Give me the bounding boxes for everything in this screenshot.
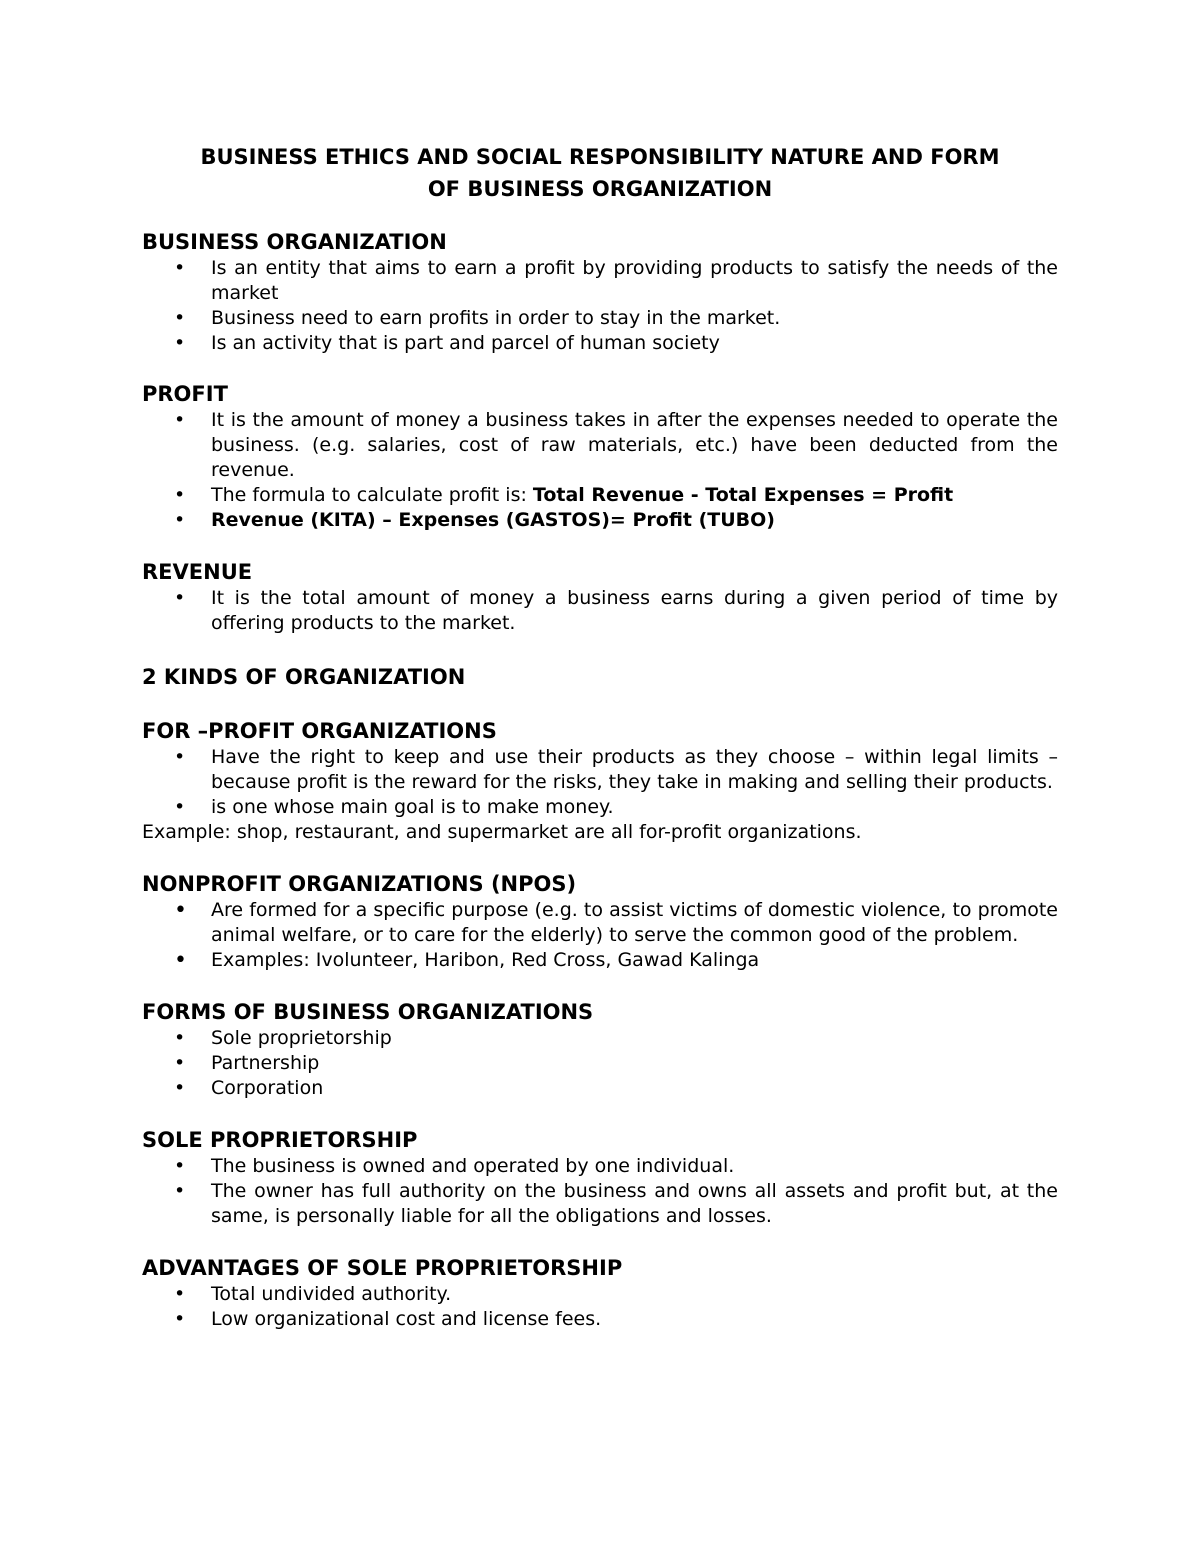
- bullet-icon: •: [174, 1052, 186, 1074]
- list-item-text: Is an entity that aims to earn a profit by providing products to satisfy the needs of the market: [211, 257, 1058, 304]
- list-item: [142, 306, 1058, 331]
- bullet-icon: •: [174, 509, 186, 531]
- section-business-organization: [142, 229, 1058, 356]
- section-heading: SOLE PROPRIETORSHIP: [142, 1128, 418, 1152]
- bullet-list: [142, 256, 1058, 356]
- section-heading: 2 KINDS OF ORGANIZATION: [142, 665, 466, 689]
- list-item-text: is one whose main goal is to make money.: [211, 796, 614, 818]
- section-nonprofit: [142, 871, 1058, 973]
- list-item: [142, 586, 1058, 636]
- list-item-text: The business is owned and operated by one individual.: [211, 1155, 735, 1177]
- profit-formula: Total Revenue - Total Expenses = Profit: [532, 484, 954, 506]
- bullet-list: [142, 408, 1058, 533]
- list-item: [142, 408, 1058, 483]
- bullet-icon: •: [174, 257, 186, 279]
- bullet-icon: •: [174, 1027, 186, 1049]
- list-item-text: The owner has full authority on the business and owns all assets and profit but, at the same, is personally liable for all the obligations and losses.: [211, 1180, 1058, 1227]
- list-item-text: Corporation: [211, 1077, 324, 1099]
- list-item: [142, 256, 1058, 306]
- list-item: [142, 508, 1058, 533]
- list-item: [142, 1076, 1058, 1101]
- section-heading: NONPROFIT ORGANIZATIONS (NPOS): [142, 872, 577, 896]
- title-line-1: BUSINESS ETHICS AND SOCIAL RESPONSIBILITY NATURE AND FORM: [200, 145, 1000, 169]
- list-item: [142, 1179, 1058, 1229]
- section-revenue: [142, 559, 1058, 636]
- list-item: [142, 1026, 1058, 1051]
- bullet-icon: •: [174, 1308, 186, 1330]
- section-heading: REVENUE: [142, 560, 253, 584]
- list-item: [142, 483, 1058, 508]
- bullet-icon: •: [174, 796, 186, 818]
- bullet-icon: •: [174, 587, 186, 609]
- bullet-icon: •: [174, 1180, 186, 1202]
- bullet-list: [142, 745, 1058, 820]
- section-kinds: [142, 664, 1058, 691]
- bullet-list: [142, 898, 1058, 973]
- profit-formula-filipino: Revenue (KITA) – Expenses (GASTOS)= Profit (TUBO): [211, 509, 775, 531]
- section-heading: FORMS OF BUSINESS ORGANIZATIONS: [142, 1000, 594, 1024]
- list-item-text: The formula to calculate profit is:: [211, 484, 533, 506]
- list-item-text: Are formed for a specific purpose (e.g. to assist victims of domestic violence, to promote animal welfare, or to care for the elderly) to serve the common good of the problem.: [211, 899, 1058, 946]
- list-item: [142, 898, 1058, 948]
- list-item-text: Low organizational cost and license fees.: [211, 1308, 602, 1330]
- bullet-icon: •: [174, 1283, 186, 1305]
- list-item-text: Sole proprietorship: [211, 1027, 392, 1049]
- list-item-text: It is the total amount of money a business earns during a given period of time by offering products to the market.: [211, 587, 1058, 634]
- bullet-icon: •: [174, 307, 186, 329]
- list-item-text: Examples: Ivolunteer, Haribon, Red Cross, Gawad Kalinga: [211, 949, 760, 971]
- section-forms: [142, 999, 1058, 1101]
- list-item: [142, 948, 1058, 973]
- section-heading: PROFIT: [142, 382, 228, 406]
- bullet-icon: •: [174, 332, 186, 354]
- section-heading: FOR –PROFIT ORGANIZATIONS: [142, 719, 497, 743]
- section-heading: ADVANTAGES OF SOLE PROPRIETORSHIP: [142, 1256, 623, 1280]
- section-for-profit: [142, 718, 1058, 845]
- section-sole-proprietorship: [142, 1127, 1058, 1229]
- list-item: [142, 745, 1058, 795]
- bullet-icon: •: [174, 898, 187, 923]
- document-title: [142, 140, 1058, 205]
- bullet-icon: •: [174, 484, 186, 506]
- section-profit: [142, 381, 1058, 533]
- list-item-text: Have the right to keep and use their products as they choose – within legal limits – because profit is the reward for the risks, they take in making and selling their products.: [211, 746, 1058, 793]
- bullet-list: [142, 586, 1058, 636]
- list-item: [142, 1154, 1058, 1179]
- list-item: [142, 795, 1058, 820]
- bullet-list: [142, 1026, 1058, 1101]
- list-item-text: Total undivided authority.: [211, 1283, 452, 1305]
- list-item-text: Business need to earn profits in order to stay in the market.: [211, 307, 781, 329]
- bullet-icon: •: [174, 409, 186, 431]
- bullet-icon: •: [174, 1077, 186, 1099]
- title-line-2: OF BUSINESS ORGANIZATION: [427, 177, 773, 201]
- bullet-icon: •: [174, 1155, 186, 1177]
- list-item: [142, 1282, 1058, 1307]
- list-item-text: Is an activity that is part and parcel of human society: [211, 332, 720, 354]
- list-item: [142, 331, 1058, 356]
- list-item-text: It is the amount of money a business takes in after the expenses needed to operate the business. (e.g. salaries, cost of raw materials, etc.) have been deducted from the revenue.: [211, 409, 1058, 481]
- section-advantages: [142, 1255, 1058, 1332]
- bullet-list: [142, 1154, 1058, 1229]
- section-heading: BUSINESS ORGANIZATION: [142, 230, 447, 254]
- document-page: [142, 140, 1058, 1332]
- list-item: [142, 1051, 1058, 1076]
- bullet-icon: •: [174, 746, 186, 768]
- bullet-list: [142, 1282, 1058, 1332]
- list-item-text: Partnership: [211, 1052, 320, 1074]
- bullet-icon: •: [174, 948, 187, 973]
- for-profit-example: Example: shop, restaurant, and supermarket are all for-profit organizations.: [142, 821, 862, 843]
- list-item: [142, 1307, 1058, 1332]
